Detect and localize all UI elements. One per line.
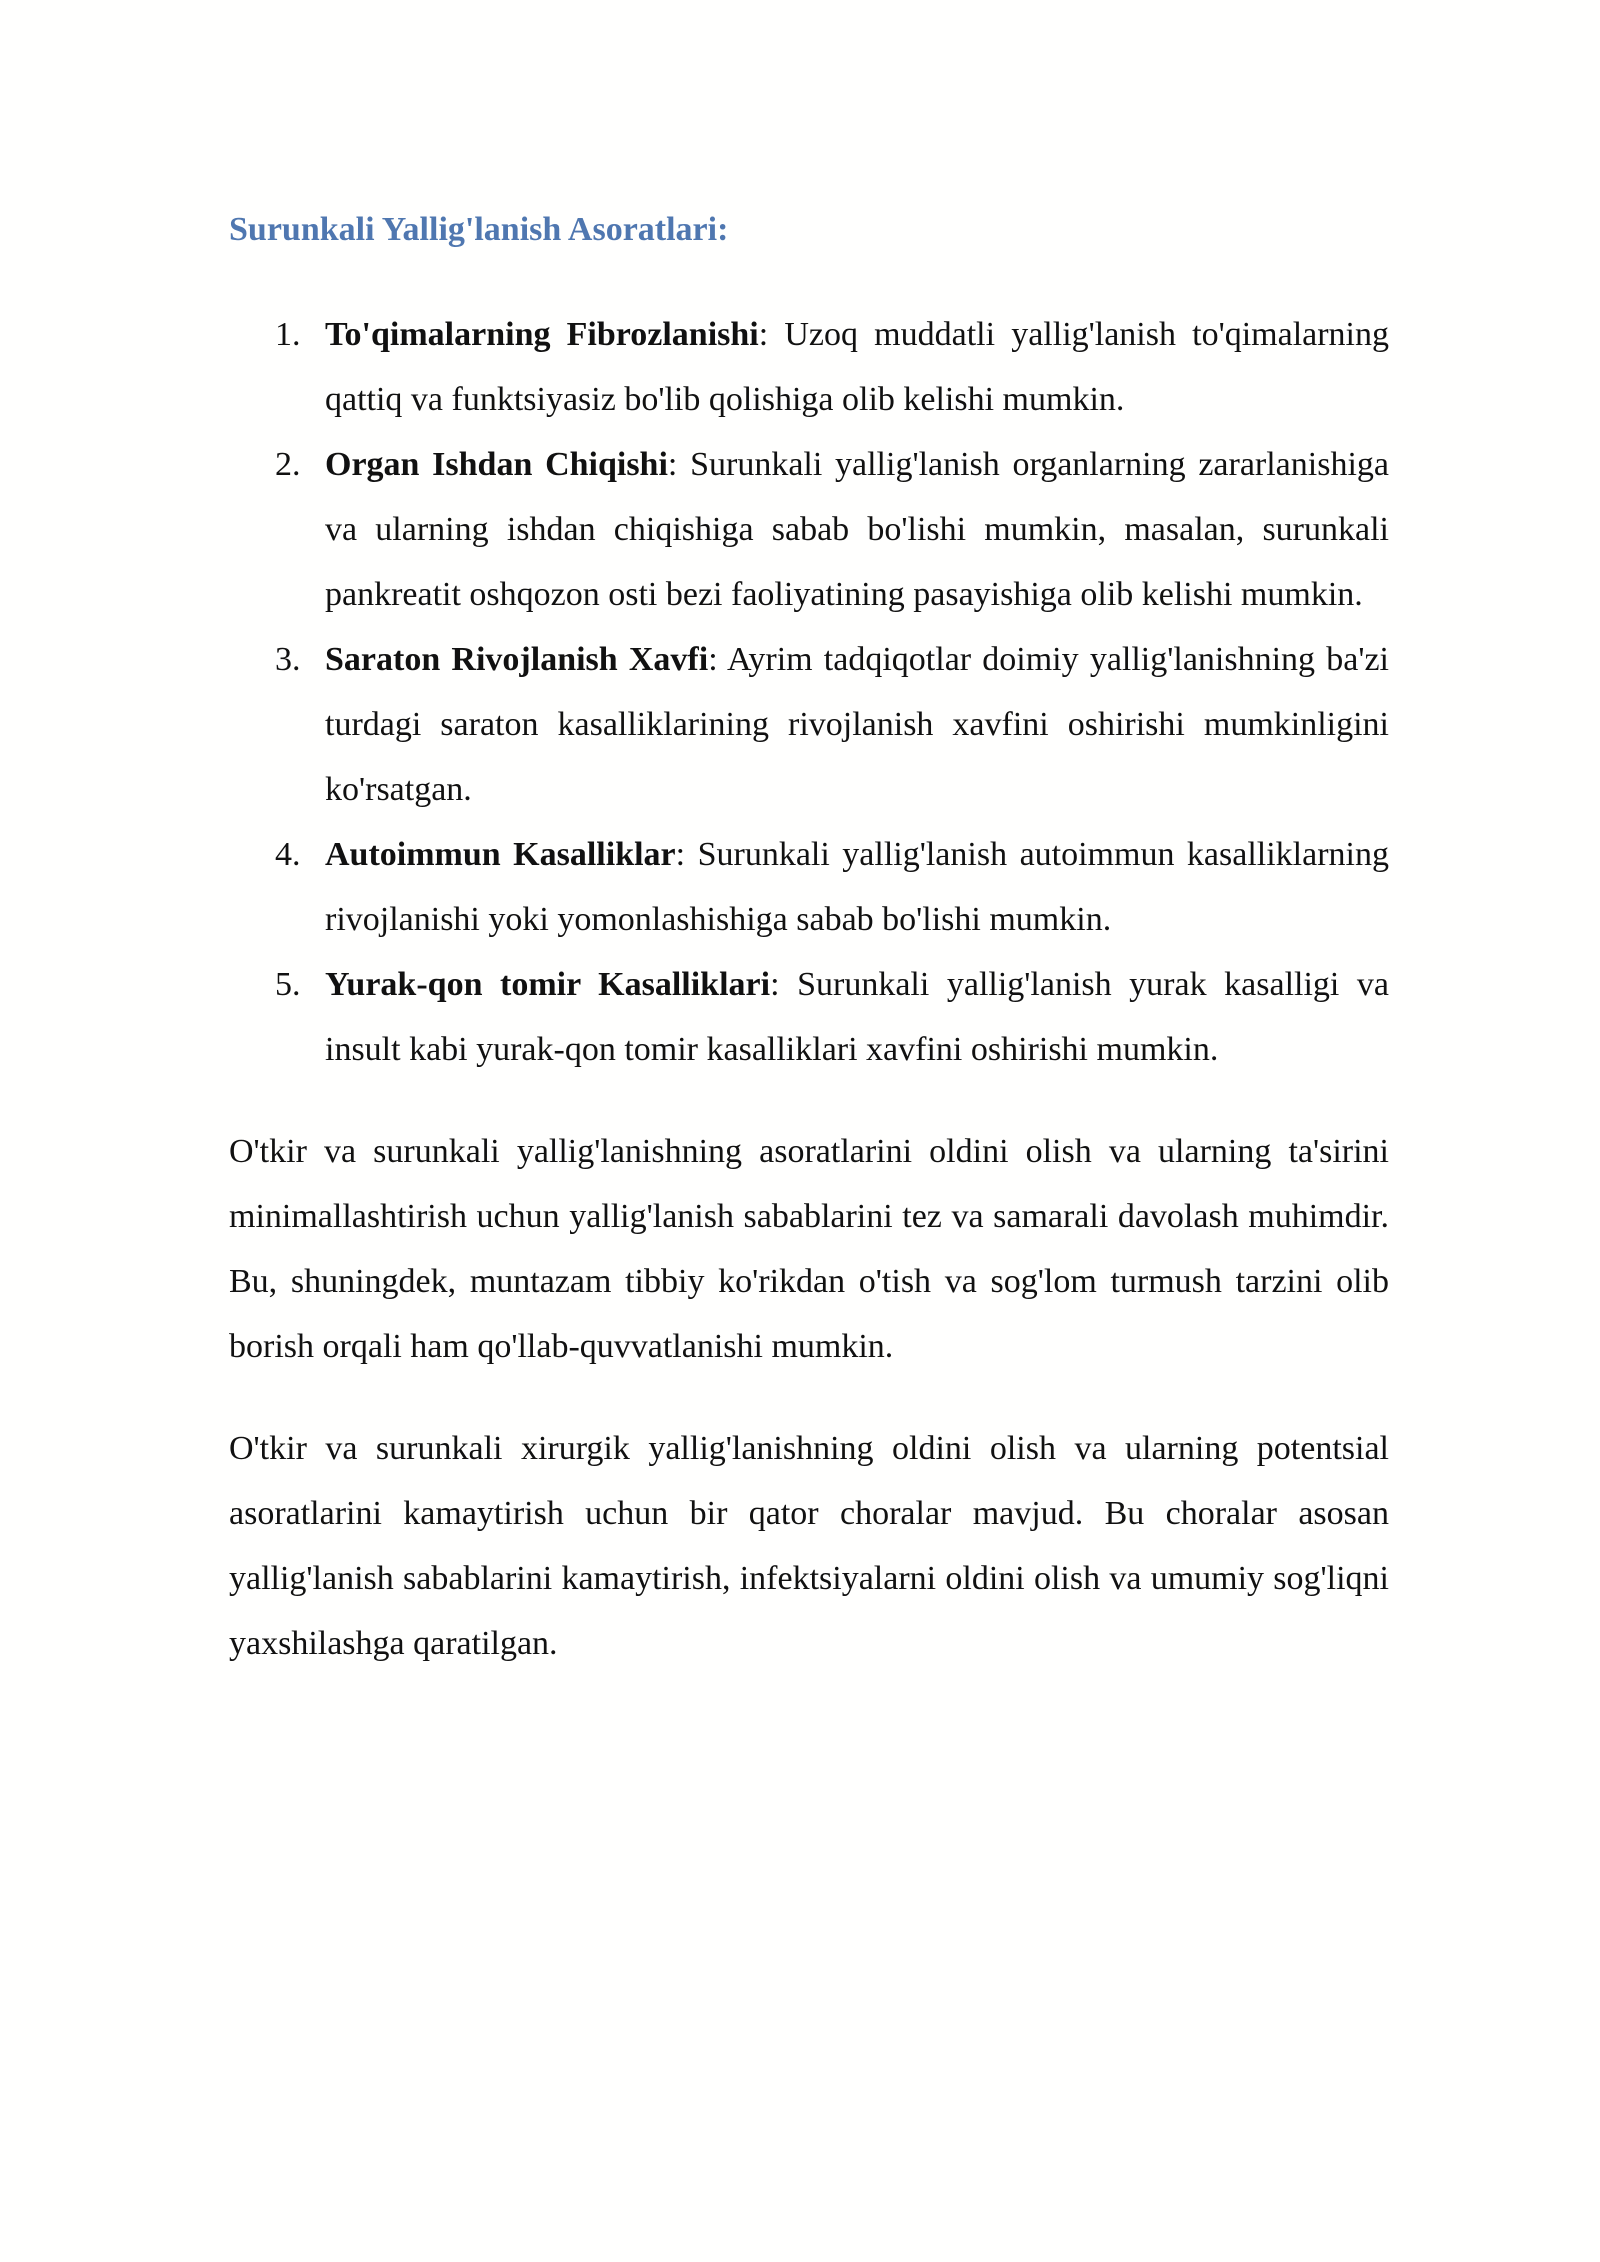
list-item-colon: : (758, 316, 769, 353)
list-item-term: Yurak-qon tomir Kasalliklari (325, 966, 771, 1003)
list-item-number: 1. (275, 316, 301, 353)
list-item (229, 302, 1389, 432)
list-item-text: Surunkali yallig'lanish autoimmun kasalliklarning rivojlanishi yoki yomonlashishiga sabab bo'lishi mumkin. (325, 836, 1389, 938)
list-item-number: 4. (275, 836, 301, 873)
list-item (229, 432, 1389, 627)
complications-list (229, 302, 1389, 1082)
list-item-number: 3. (275, 641, 301, 678)
list-item-term: Saraton Rivojlanish Xavfi (325, 641, 709, 678)
list-item-text: Uzoq muddatli yallig'lanish to'qimalarning qattiq va funktsiyasiz bo'lib qolishiga olib kelishi mumkin. (325, 316, 1390, 418)
list-item (229, 822, 1389, 952)
list-item-colon: : (675, 836, 686, 873)
list-item-number: 5. (275, 966, 301, 1003)
list-item (229, 627, 1389, 822)
list-item-term: To'qimalarning Fibrozlanishi (325, 316, 759, 353)
list-item-term: Organ Ishdan Chiqishi (325, 446, 668, 483)
list-item-number: 2. (275, 446, 301, 483)
list-item-text: Ayrim tadqiqotlar doimiy yallig'lanishning ba'zi turdagi saraton kasalliklarining rivojlanish xavfini oshirishi mumkinligini ko'rsatgan. (325, 641, 1389, 808)
document-content (229, 205, 1389, 1676)
body-paragraph: O'tkir va surunkali yallig'lanishning asoratlarini oldini olish va ularning ta'sirini minimallashtirish uchun yallig'lanish sabablarini tez va samarali davolash muhimdir. Bu, shuningdek, muntazam tibbiy ko'rikdan o'tish va sog'lom turmush tarzini olib borish orqali ham qo'llab-quvvatlanishi mumkin. (229, 1133, 1389, 1365)
list-item-colon: : (770, 966, 780, 1003)
list-item-colon: : (708, 641, 718, 678)
list-item-text: Surunkali yallig'lanish organlarning zararlanishiga va ularning ishdan chiqishiga sabab bo'lishi mumkin, masalan, surunkali pankreatit oshqozon osti bezi faoliyatining pasayishiga olib kelishi mumkin. (325, 446, 1389, 613)
list-item-term: Autoimmun Kasalliklar (325, 836, 676, 873)
list-item-colon: : (667, 446, 678, 483)
list-item-text: Surunkali yallig'lanish yurak kasalligi va insult kabi yurak-qon tomir kasalliklari xavfini oshirishi mumkin. (325, 966, 1389, 1068)
body-paragraph: O'tkir va surunkali xirurgik yallig'lanishning oldini olish va ularning potentsial asoratlarini kamaytirish uchun bir qator choralar mavjud. Bu choralar asosan yallig'lanish sabablarini kamaytirish, infektsiyalarni oldini olish va umumiy sog'liqni yaxshilashga qaratilgan. (229, 1430, 1389, 1662)
list-item (229, 952, 1389, 1082)
section-heading: Surunkali Yallig'lanish Asoratlari: (229, 211, 729, 248)
